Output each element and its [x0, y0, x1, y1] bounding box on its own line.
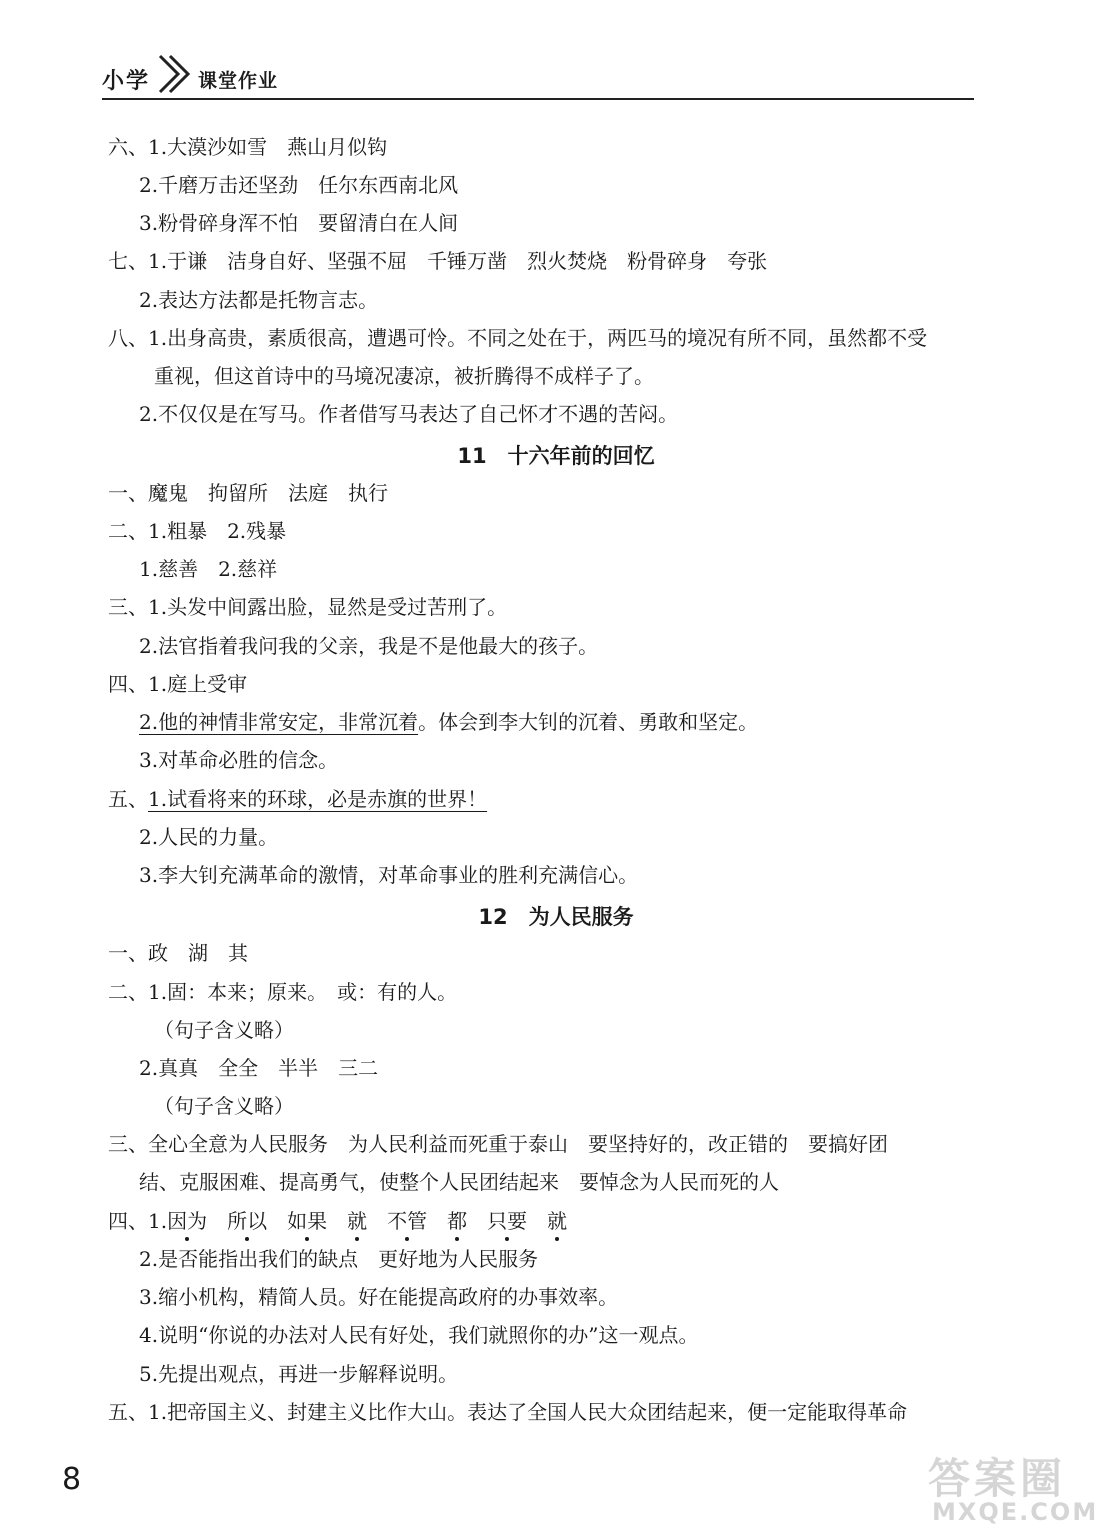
answer-line: 2.人民的力量。 — [139, 825, 279, 849]
brand-label-secondary: 课堂作业 — [198, 70, 279, 92]
watermark-title: 答案圈 — [928, 1454, 1067, 1503]
answer-line — [139, 709, 758, 735]
line-text: 。体会到李大钊的沉着、勇敢和坚定。 — [418, 710, 759, 734]
answer-line: 2.是否能指出我们的缺点 更好地为人民服务 — [139, 1247, 539, 1271]
answer-line: 2.法官指着我问我的父亲，我是不是他最大的孩子。 — [139, 634, 599, 658]
answer-line: 结、克服困难、提高勇气，使整个人民团结起来 要悼念为人民而死的人 — [139, 1170, 779, 1194]
underlined-phrase: 1.试看将来的环球，必是赤旗的世界！ — [148, 787, 488, 811]
answer-line: 2.不仅仅是在写马。作者借写马表达了自己怀才不遇的苦闷。 — [139, 402, 679, 426]
watermark-url: MXQE.COM — [932, 1498, 1099, 1526]
answer-line: （句子含义略） — [154, 1018, 294, 1042]
brand-label-primary: 小学 — [102, 69, 151, 94]
answer-line: 一、政 湖 其 — [108, 941, 248, 965]
dotted-word: 如果 — [287, 1209, 328, 1233]
answer-line: 3.李大钊充满革命的激情，对革命事业的胜利充满信心。 — [139, 863, 639, 887]
answer-line: 2.表达方法都是托物言志。 — [139, 288, 379, 312]
answer-line: 3.缩小机构，精简人员。好在能提高政府的办事效率。 — [139, 1285, 619, 1309]
lesson-heading: 11 十六年前的回忆 — [457, 444, 655, 468]
answer-line — [108, 1208, 567, 1234]
answer-line: 六、1.大漠沙如雪 燕山月似钩 — [108, 135, 388, 159]
answer-line: 八、1.出身高贵，素质很高，遭遇可怜。不同之处在于，两匹马的境况有所不同，虽然都不受 — [108, 326, 928, 350]
answer-line: 三、全心全意为人民服务 为人民利益而死重于泰山 要坚持好的，改正错的 要搞好团 — [108, 1132, 888, 1156]
answer-line: 3.对革命必胜的信念。 — [139, 748, 339, 772]
dotted-word: 都 — [447, 1209, 468, 1233]
answer-line: 一、魔鬼 拘留所 法庭 执行 — [108, 481, 388, 505]
answer-line: 七、1.于谦 洁身自好、坚强不屈 千锤万凿 烈火焚烧 粉骨碎身 夸张 — [108, 249, 768, 273]
dotted-word: 所以 — [227, 1209, 268, 1233]
answer-line: 二、1.粗暴 2.残暴 — [108, 519, 287, 543]
answer-line: 重视，但这首诗中的马境况凄凉，被折腾得不成样子了。 — [154, 364, 654, 388]
page-header — [102, 50, 974, 100]
double-chevron-icon — [152, 52, 196, 96]
watermark-logo — [922, 1446, 1098, 1530]
dotted-word: 就 — [347, 1209, 368, 1233]
answer-line: （句子含义略） — [154, 1094, 294, 1118]
answer-line — [108, 786, 487, 812]
dotted-word: 不管 — [387, 1209, 428, 1233]
answer-line: 三、1.头发中间露出脸，显然是受过苦刑了。 — [108, 595, 508, 619]
answer-line: 3.粉骨碎身浑不怕 要留清白在人间 — [139, 211, 459, 235]
answer-line: 1.慈善 2.慈祥 — [139, 557, 278, 581]
line-text: 五、 — [108, 787, 148, 811]
answer-line: 2.千磨万击还坚劲 任尔东西南北风 — [139, 173, 459, 197]
lesson-heading: 12 为人民服务 — [478, 905, 634, 929]
dotted-word: 就 — [547, 1209, 568, 1233]
line-text: 四、1. — [108, 1209, 168, 1233]
answer-line: 5.先提出观点，再进一步解释说明。 — [139, 1362, 459, 1386]
page-number: 8 — [62, 1462, 82, 1497]
dotted-word: 只要 — [487, 1209, 528, 1233]
answer-line: 五、1.把帝国主义、封建主义比作大山。表达了全国人民大众团结起来，便一定能取得革命 — [108, 1400, 908, 1424]
underlined-phrase: 2.他的神情非常安定，非常沉着 — [139, 710, 419, 734]
answer-line: 2.真真 全全 半半 三二 — [139, 1056, 379, 1080]
answer-line: 4.说明“你说的办法对人民有好处，我们就照你的办”这一观点。 — [139, 1323, 699, 1347]
answer-line: 二、1.固：本来；原来。 或：有的人。 — [108, 980, 458, 1004]
answer-line: 四、1.庭上受审 — [108, 672, 248, 696]
dotted-word: 因为 — [167, 1209, 208, 1233]
